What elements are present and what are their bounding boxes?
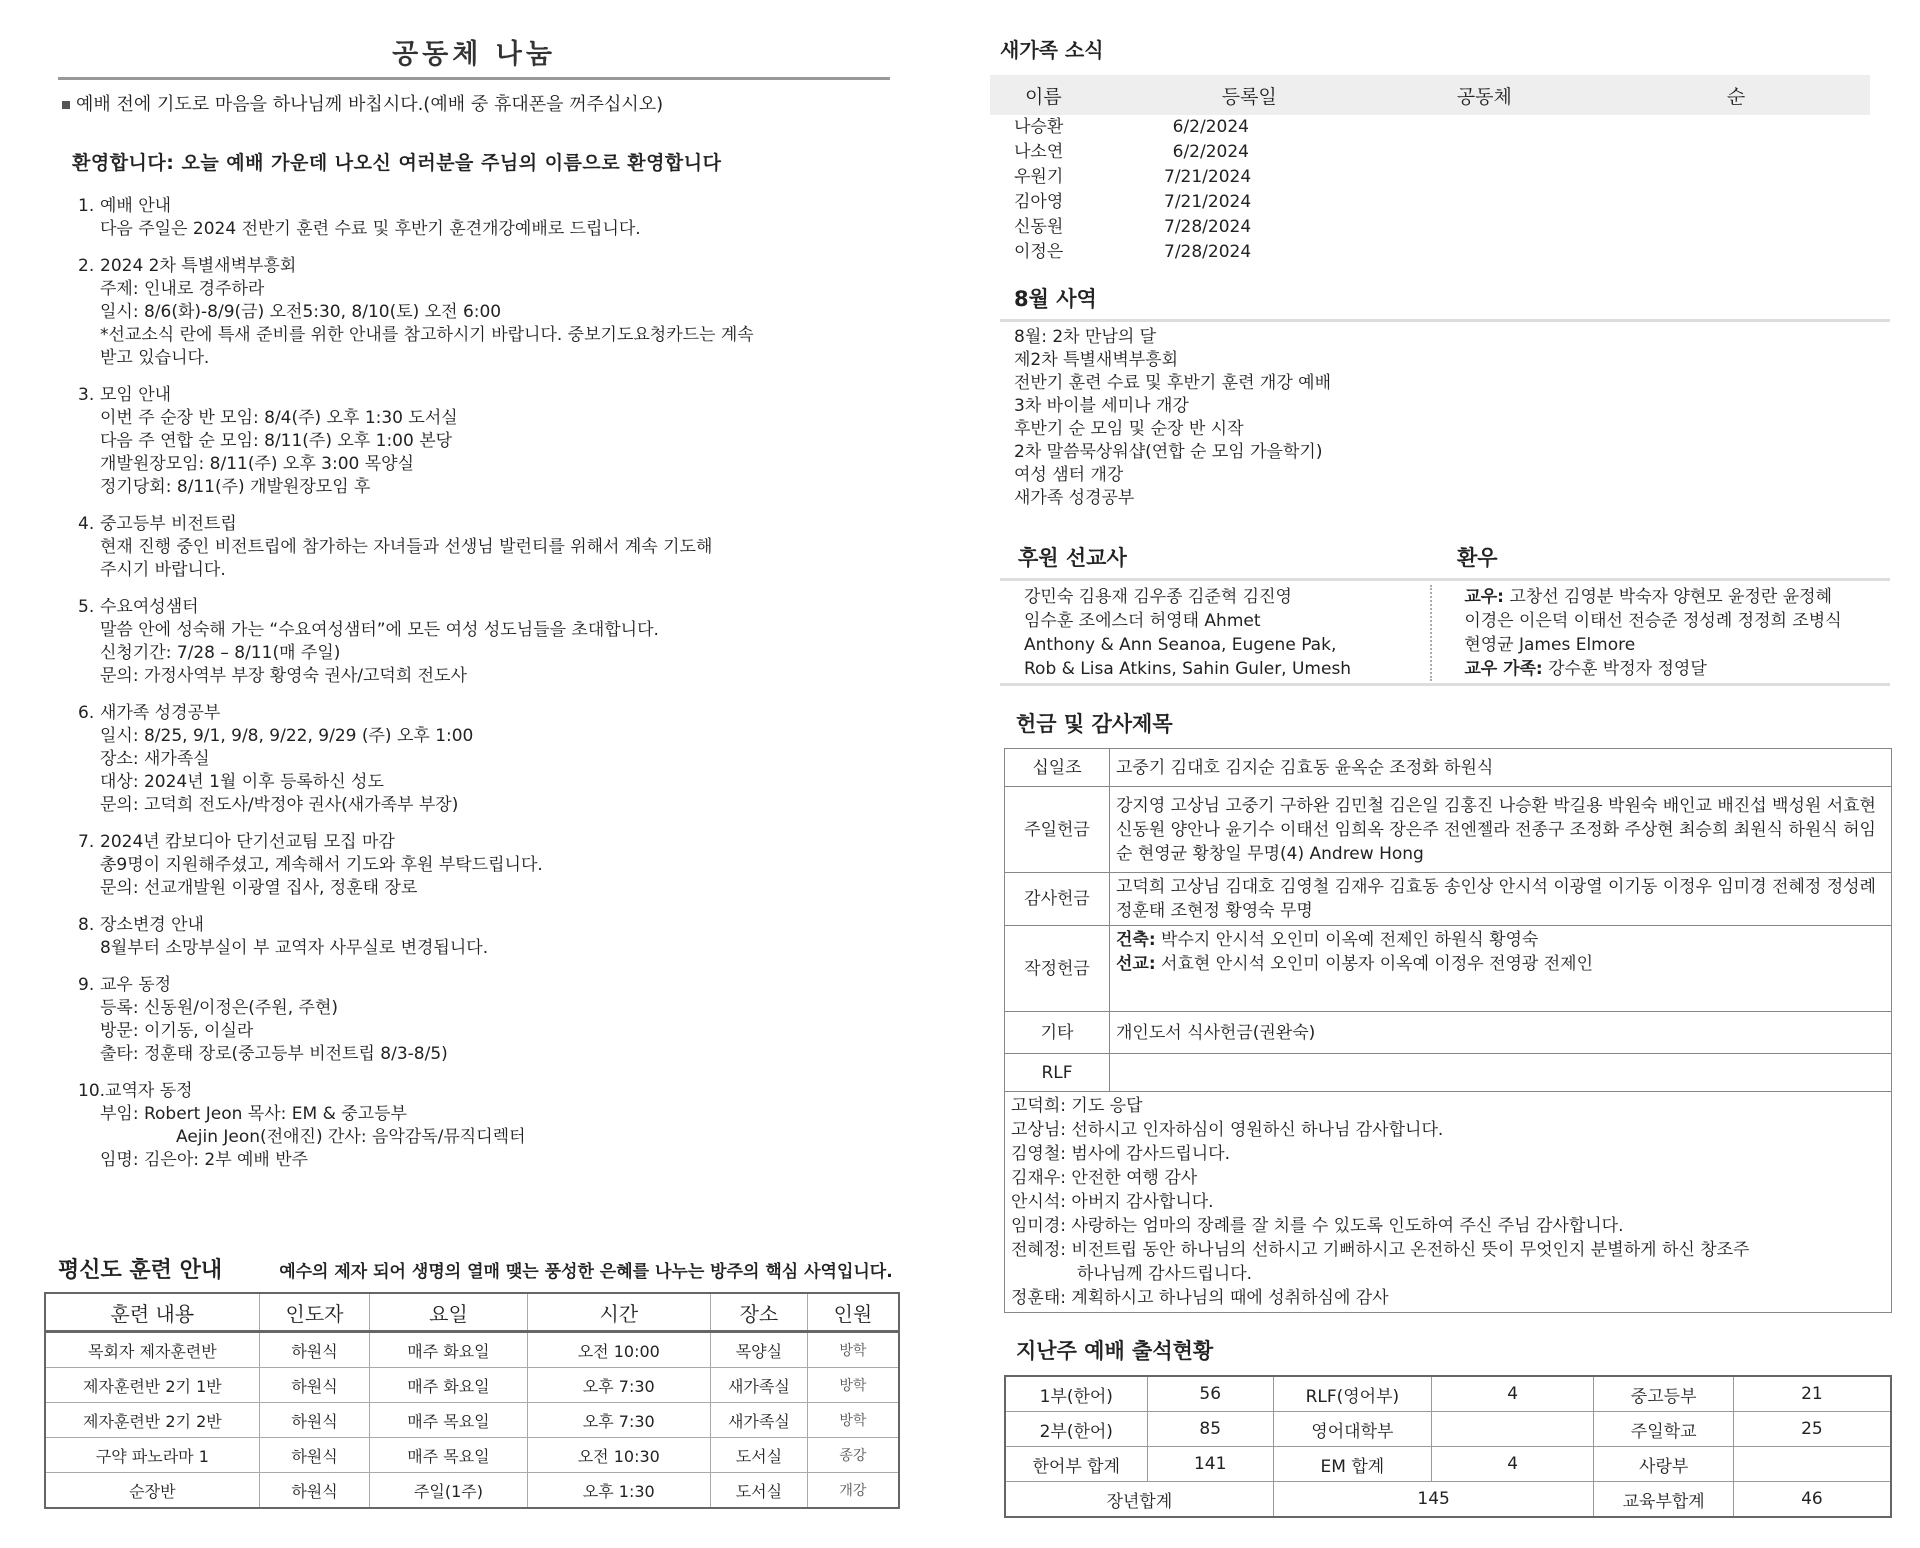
offering-table [1004,748,1892,1313]
offering-label: 주일헌금 [1005,787,1110,873]
august-item: 전반기 훈련 수료 및 후반기 훈련 개강 예배 [1014,373,1332,393]
offering-row [1005,1054,1892,1092]
announcement-heading [78,974,890,997]
announcement-title: 2024 2차 특별새벽부흥회 [100,256,297,276]
announcement-title: 새가족 성경공부 [100,703,221,723]
missionary-patient-body [1000,585,1890,681]
training-subtitle: 예수의 제자 되어 생명의 열매 맺는 풍성한 은혜를 나누는 방주의 핵심 사역입니다. [279,1262,893,1282]
newfamily-row [1014,115,1890,140]
announcement-line: *선교소식 란에 특새 준비를 위한 안내를 참고하시기 바랍니다. 중보기도요청카드는 계속 [100,325,754,345]
newfamily-row [1014,240,1890,265]
announcement-item [78,513,890,582]
training-row [45,1368,899,1403]
newfamily-date: 6/2/2024 [1172,142,1249,162]
newfamily-name: 신동원 [1014,217,1064,237]
announcement-line: 문의: 고덕희 전도사/박정야 권사(새가족부 부장) [100,795,459,815]
announcement-item [78,596,890,688]
attendance-cell: 장년합계 [1005,1482,1273,1518]
announcement-item [78,195,890,241]
training-cell: 순장반 [45,1473,259,1509]
newfamily-column-header: 공동체 [1456,85,1512,108]
announcement-title: 장소변경 안내 [100,915,204,935]
announcement-list [78,195,890,1172]
training-column-header: 훈련 내용 [45,1293,259,1332]
thanks-row [1005,1092,1892,1313]
attendance-cell: 1부(한어) [1005,1376,1147,1412]
announcement-heading [78,702,890,725]
announcement-number: 6. [78,703,95,723]
training-column-header: 요일 [370,1293,527,1332]
training-cell: 목회자 제자훈련반 [45,1332,259,1368]
attendance-cell: 2부(한어) [1005,1412,1147,1447]
thanks-line: 안시석: 아버지 감사합니다. [1011,1192,1214,1212]
training-cell: 매주 목요일 [370,1438,527,1473]
missionary-title: 후원 선교사 [1018,546,1127,570]
attendance-row [1005,1412,1891,1447]
training-cell: 오후 7:30 [527,1403,710,1438]
announcement-number: 7. [78,832,95,852]
announcement-heading [78,596,890,619]
welcome-message: 환영합니다: 오늘 예배 가운데 나오신 여러분을 주님의 이름으로 환영합니다 [72,152,722,174]
training-cell: 하원식 [259,1438,370,1473]
training-cell: 매주 화요일 [370,1368,527,1403]
training-cell: 제자훈련반 2기 1반 [45,1368,259,1403]
missionary-line: 강민숙 김용재 김우종 김준혁 김진영 [1024,587,1292,607]
announcement-item [78,831,890,900]
attendance-cell: 영어대학부 [1273,1412,1431,1447]
missionary-patient-titles [1000,542,1890,572]
attendance-cell [1733,1447,1891,1482]
announcement-line: 신청기간: 7/28 – 8/11(매 주일) [100,643,341,663]
right-column [1000,34,1890,1518]
newfamily-header [990,75,1870,115]
patients-line-1: 고창선 김영분 박숙자 양현모 윤정란 윤정혜 [1503,587,1833,607]
patients-list [1430,585,1890,681]
patients-line-4: 강수훈 박정자 정영달 [1542,659,1707,679]
offering-names [1110,926,1892,1012]
thanks-line: 전혜정: 비전트립 동안 하나님의 선하시고 기뻐하시고 온전하신 뜻이 무엇인지 분별하게 하신 창조주 [1011,1240,1750,1260]
square-bullet-icon [62,101,70,109]
august-item: 2차 말씀묵상워샵(연합 순 모임 가을학기) [1014,442,1323,462]
offering-names [1110,1054,1892,1092]
offering-row [1005,873,1892,926]
training-cell: 새가족실 [710,1403,807,1438]
announcement-number: 9. [78,975,95,995]
announcement-line: 부임: Robert Jeon 목사: EM & 중고등부 [100,1104,407,1124]
announcement-line: 출타: 정훈태 장로(중고등부 비전트립 8/3-8/5) [100,1044,448,1064]
offering-label: 작정헌금 [1005,926,1110,1012]
thanks-list [1005,1092,1892,1313]
announcement-line: 정기당회: 8/11(주) 개발원장모임 후 [100,477,371,497]
thanks-line: 김영철: 범사에 감사드립니다. [1011,1144,1231,1164]
offering-building-label: 건축: [1116,930,1156,950]
attendance-cell: 46 [1733,1482,1891,1518]
training-cell: 오전 10:00 [527,1332,710,1368]
training-cell: 목양실 [710,1332,807,1368]
announcement-title: 교우 동정 [100,975,172,995]
training-cell: 하원식 [259,1332,370,1368]
newfamily-column-header: 순 [1726,85,1746,108]
training-header-row [45,1293,899,1332]
attendance-row [1005,1447,1891,1482]
offering-building-names: 박수지 안시석 오인미 이옥예 전제인 하원식 황영숙 [1155,930,1539,950]
announcement-line: 8월부터 소망부실이 부 교역자 사무실로 변경됩니다. [100,938,489,958]
attendance-cell: 85 [1147,1412,1273,1447]
offering-mission-names: 서효현 안시석 오인미 이봉자 이옥예 이정우 전영광 전제인 [1155,954,1594,974]
announcement-line: 말씀 안에 성숙해 가는 “수요여성샘터”에 모든 여성 성도님들을 초대합니다. [100,620,659,640]
announcement-number: 3. [78,385,95,405]
offering-mission-label: 선교: [1116,954,1156,974]
training-row [45,1438,899,1473]
august-item: 후반기 순 모임 및 순장 반 시작 [1014,419,1244,439]
announcement-line: 받고 있습니다. [100,348,210,368]
attendance-cell: RLF(영어부) [1273,1376,1431,1412]
announcement-item [78,1080,890,1172]
training-column-header: 인도자 [259,1293,370,1332]
attendance-cell: 21 [1733,1376,1891,1412]
thanks-line: 하나님께 감사드립니다. [1077,1264,1253,1284]
attendance-cell: 4 [1431,1447,1594,1482]
attendance-cell: 141 [1147,1447,1273,1482]
announcement-heading [78,195,890,218]
offering-mission-line [1116,952,1885,976]
announcement-line: 이번 주 순장 반 모임: 8/4(주) 오후 1:30 도서실 [100,408,458,428]
patients-family-label: 교우 가족: [1464,659,1543,679]
training-cell: 종강 [807,1438,899,1473]
missionary-bottom-rule [1000,683,1890,686]
patients-line-2: 이경은 이은덕 이태선 전승준 정성례 정정희 조병식 [1464,611,1842,631]
newfamily-row [1014,165,1890,190]
thanks-line: 정훈태: 계획하시고 하나님의 때에 성취하심에 감사 [1011,1288,1389,1308]
attendance-cell: 중고등부 [1594,1376,1733,1412]
missionary-line: 임수훈 조에스더 허영태 Ahmet [1024,611,1261,631]
training-cell: 도서실 [710,1438,807,1473]
announcement-line: Aejin Jeon(전애진) 간사: 음악감독/뮤직디렉터 [176,1127,526,1147]
offering-row [1005,1012,1892,1054]
attendance-table [1004,1375,1892,1518]
attendance-cell: 4 [1431,1376,1594,1412]
announcement-item [78,914,890,960]
announcement-line: 주시기 바랍니다. [100,560,226,580]
attendance-cell: 교육부합계 [1594,1482,1733,1518]
august-item: 여성 샘터 개강 [1014,465,1124,485]
announcement-title: 교역자 동정 [105,1081,193,1101]
announcement-heading [78,384,890,407]
newfamily-name: 나승환 [1014,117,1064,137]
newfamily-date: 7/28/2024 [1164,217,1252,237]
attendance-row [1005,1376,1891,1412]
newfamily-name: 이정은 [1014,242,1064,262]
newfamily-row [1014,190,1890,215]
offering-label: 십일조 [1005,749,1110,787]
offering-names: 강지영 고상님 고중기 구하완 김민철 김은일 김홍진 나승환 박길용 박원숙 배인교 배진섭 백성원 서효현 신동원 양안나 윤기수 이태선 임희옥 장은주 전엔젤라 전종구 조정화 주상현 최승희 최원식 하원식 허임순 현영균 황창일 무명(4) Andrew Hong [1110,787,1892,873]
training-cell: 하원식 [259,1403,370,1438]
offering-label: 기타 [1005,1012,1110,1054]
training-row [45,1403,899,1438]
announcement-line: 현재 진행 중인 비전트립에 참가하는 자녀들과 선생님 발런티를 위해서 계속 기도해 [100,537,713,557]
attendance-cell: 25 [1733,1412,1891,1447]
training-column-header: 인원 [807,1293,899,1332]
training-cell: 주일(1주) [370,1473,527,1509]
announcement-item [78,255,890,370]
august-item: 8월: 2차 만남의 달 [1014,327,1157,347]
announcement-line: 주제: 인내로 경주하라 [100,279,265,299]
newfamily-column-header: 등록일 [1221,85,1277,108]
training-title: 평신도 훈련 안내 [58,1258,223,1283]
newfamily-list [1014,115,1890,265]
training-cell: 새가족실 [710,1368,807,1403]
missionary-line: Rob & Lisa Atkins, Sahin Guler, Umesh [1024,659,1352,679]
announcement-heading [78,513,890,536]
patients-member-label: 교우: [1464,587,1504,607]
training-cell: 구약 파노라마 1 [45,1438,259,1473]
patients-title: 환우 [1456,546,1498,570]
left-column [58,24,890,1186]
training-row [45,1332,899,1368]
announcement-line: 총9명이 지원해주셨고, 계속해서 기도와 후원 부탁드립니다. [100,855,543,875]
offering-names: 고중기 김대호 김지순 김효동 윤옥순 조정화 하원식 [1110,749,1892,787]
announcement-line: 개발원장모임: 8/11(주) 오후 3:00 목양실 [100,454,415,474]
announcement-item [78,974,890,1066]
intro-text: 예배 전에 기도로 마음을 하나님께 바칩시다.(예배 중 휴대폰을 꺼주십시오) [76,94,664,115]
announcement-number: 5. [78,597,95,617]
announcement-line: 일시: 8/6(화)-8/9(금) 오전5:30, 8/10(토) 오전 6:00 [100,302,502,322]
training-cell: 매주 화요일 [370,1332,527,1368]
announcement-item [78,384,890,499]
attendance-cell: 145 [1273,1482,1594,1518]
offering-row [1005,787,1892,873]
offering-title: 헌금 및 감사제목 [1016,712,1173,736]
offering-names: 개인도서 식사헌금(권완숙) [1110,1012,1892,1054]
newfamily-title: 새가족 소식 [1000,38,1104,62]
attendance-cell: 주일학교 [1594,1412,1733,1447]
training-cell: 오후 1:30 [527,1473,710,1509]
announcement-heading [78,255,890,278]
august-item: 3차 바이블 세미나 개강 [1014,396,1189,416]
newfamily-name: 나소연 [1014,142,1064,162]
newfamily-row [1014,140,1890,165]
offering-row [1005,926,1892,1012]
announcement-line: 문의: 선교개발원 이광열 집사, 정훈태 장로 [100,878,418,898]
announcement-line: 문의: 가정사역부 부장 황영숙 권사/고덕희 전도사 [100,666,467,686]
announcement-title: 중고등부 비전트립 [100,514,237,534]
training-cell: 매주 목요일 [370,1403,527,1438]
training-cell: 오전 10:30 [527,1438,710,1473]
training-cell: 도서실 [710,1473,807,1509]
training-column-header: 시간 [527,1293,710,1332]
announcement-number: 8. [78,915,95,935]
offering-label: RLF [1005,1054,1110,1092]
attendance-cell: 사랑부 [1594,1447,1733,1482]
training-header [58,1253,908,1284]
announcement-line: 일시: 8/25, 9/1, 9/8, 9/22, 9/29 (주) 오후 1:00 [100,726,474,746]
offering-building-line [1116,928,1885,952]
training-cell: 하원식 [259,1368,370,1403]
newfamily-date: 6/2/2024 [1172,117,1249,137]
newfamily-date: 7/28/2024 [1164,242,1252,262]
training-row [45,1473,899,1509]
announcement-line: 다음 주일은 2024 전반기 훈련 수료 및 후반기 훈견개강예배로 드립니다. [100,219,641,239]
thanks-line: 임미경: 사랑하는 엄마의 장례를 잘 치를 수 있도록 인도하여 주신 주님 감사합니다. [1011,1216,1624,1236]
attendance-title: 지난주 예배 출석현황 [1016,1339,1214,1363]
attendance-cell: EM 합계 [1273,1447,1431,1482]
training-cell: 개강 [807,1473,899,1509]
training-cell: 방학 [807,1403,899,1438]
newfamily-date: 7/21/2024 [1164,167,1252,187]
announcement-number: 10. [78,1081,106,1101]
thanks-line: 고덕희: 기도 응답 [1011,1096,1143,1116]
title-rule [58,77,890,80]
newfamily-date: 7/21/2024 [1164,192,1252,212]
announcement-title: 수요여성샘터 [100,597,199,617]
training-column-header: 장소 [710,1293,807,1332]
announcement-line: 다음 주 연합 순 모임: 8/11(주) 오후 1:00 본당 [100,431,453,451]
offering-label: 감사헌금 [1005,873,1110,926]
august-list [1014,326,1890,510]
thanks-line: 김재우: 안전한 여행 감사 [1011,1168,1198,1188]
training-table [44,1292,900,1509]
newfamily-name: 김아영 [1014,192,1064,212]
offering-names: 고덕희 고상님 김대호 김영철 김재우 김효동 송인상 안시석 이광열 이기동 이정우 임미경 전혜정 정성례 정훈태 조현정 황영숙 무명 [1110,873,1892,926]
missionary-rule [1000,578,1890,581]
offering-row [1005,749,1892,787]
thanks-line: 고상님: 선하시고 인자하심이 영원하신 하나님 감사합니다. [1011,1120,1444,1140]
announcement-line: 방문: 이기동, 이실라 [100,1021,254,1041]
attendance-cell: 한어부 합계 [1005,1447,1147,1482]
training-cell: 방학 [807,1368,899,1403]
august-rule [1000,319,1890,322]
august-title: 8월 사역 [1014,287,1097,311]
missionary-list [1000,585,1430,681]
training-cell: 방학 [807,1332,899,1368]
attendance-cell [1431,1412,1594,1447]
intro-notice [62,90,890,116]
attendance-total-row [1005,1482,1891,1518]
announcement-line: 장소: 새가족실 [100,749,210,769]
announcement-title: 예배 안내 [100,196,172,216]
attendance-cell: 56 [1147,1376,1273,1412]
missionary-line: Anthony & Ann Seanoa, Eugene Pak, [1024,635,1337,655]
august-item: 새가족 성경공부 [1014,488,1135,508]
newfamily-column-header: 이름 [1025,85,1062,108]
announcement-title: 모임 안내 [100,385,172,405]
training-cell: 하원식 [259,1473,370,1509]
training-cell: 제자훈련반 2기 2반 [45,1403,259,1438]
page-title: 공동체 나눔 [392,39,556,70]
announcement-heading [78,914,890,937]
announcement-title: 2024년 캄보디아 단기선교팀 모집 마감 [100,832,395,852]
announcement-line: 임명: 김은아: 2부 예배 반주 [100,1150,309,1170]
newfamily-row [1014,215,1890,240]
announcement-number: 2. [78,256,95,276]
august-item: 제2차 특별새벽부흥회 [1014,350,1179,370]
announcement-number: 1. [78,196,95,216]
announcement-line: 등록: 신동원/이정은(주원, 주현) [100,998,338,1018]
announcement-item [78,702,890,817]
newfamily-name: 우원기 [1014,167,1064,187]
announcement-number: 4. [78,514,95,534]
training-cell: 오후 7:30 [527,1368,710,1403]
patients-line-3: 현영균 James Elmore [1464,635,1636,655]
announcement-heading [78,831,890,854]
announcement-line: 대상: 2024년 1월 이후 등록하신 성도 [100,772,384,792]
announcement-heading [78,1080,890,1103]
